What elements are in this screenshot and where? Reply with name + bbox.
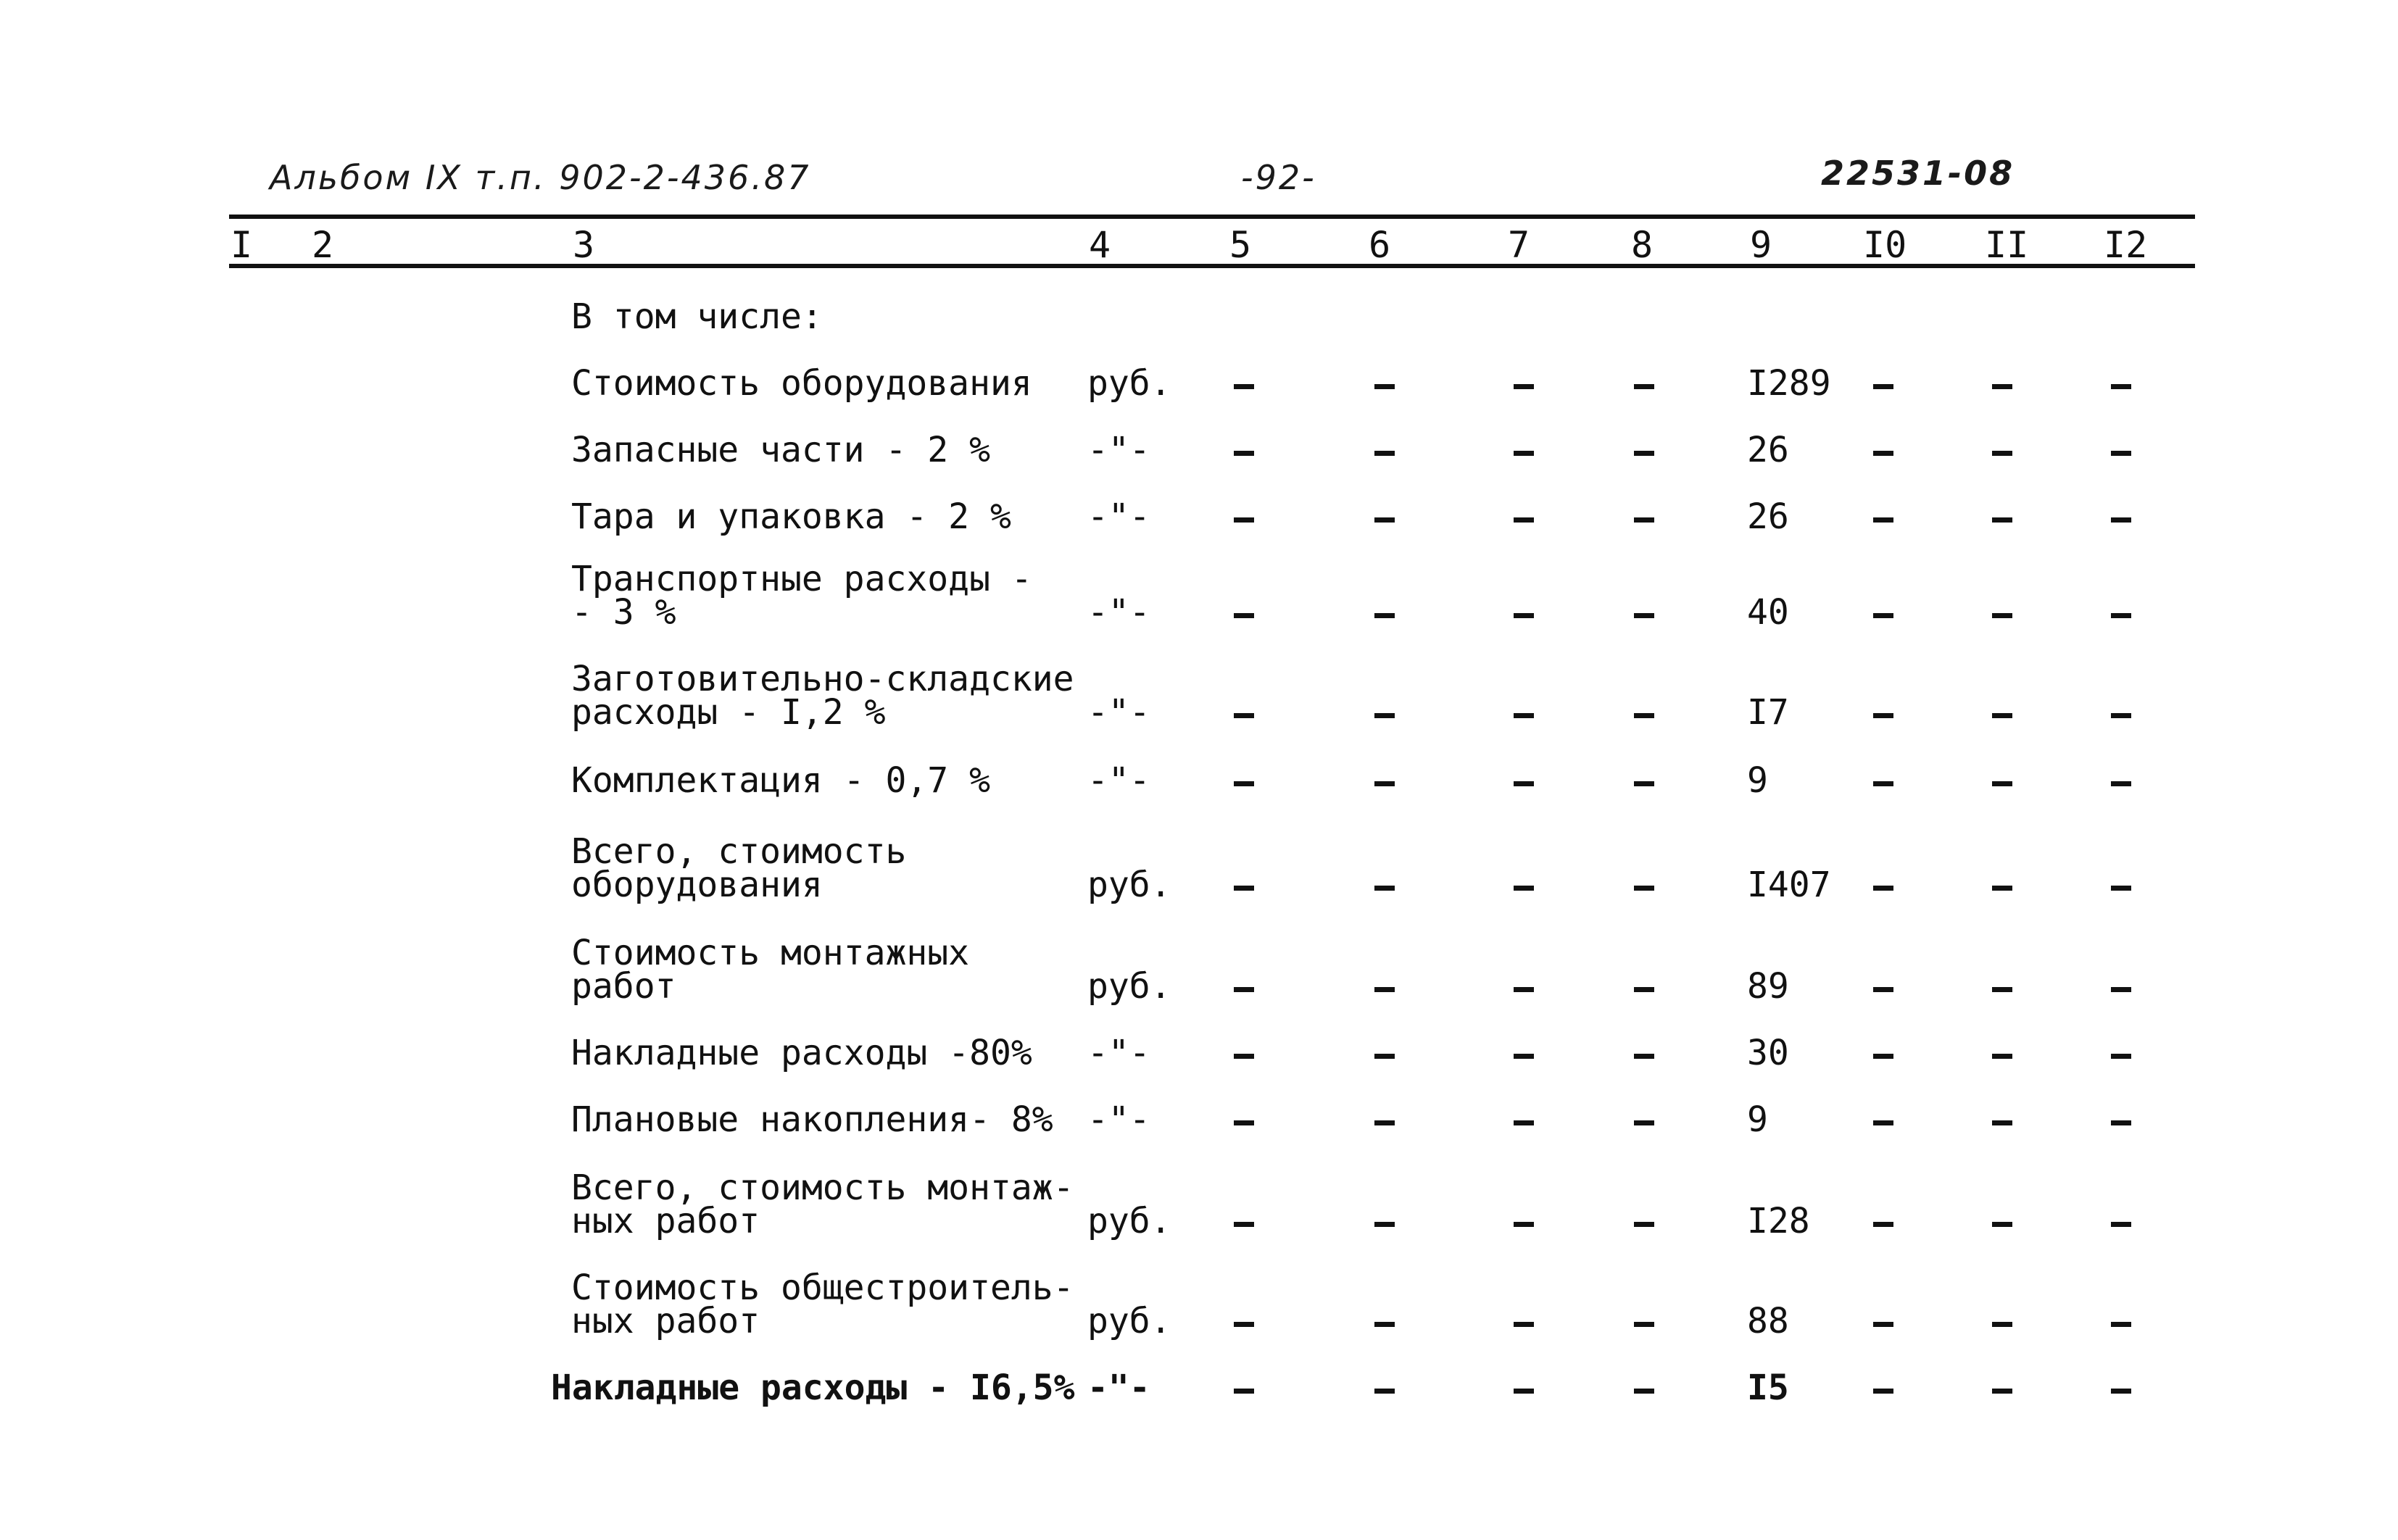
- row-label: Комплектация - 0,7 %: [571, 760, 990, 801]
- column-number-6: 6: [1369, 224, 1391, 266]
- row-value-col9: 89: [1747, 966, 1789, 1007]
- dash-c5: [1234, 987, 1254, 992]
- dash-c10: [1873, 451, 1893, 456]
- dash-c7: [1514, 1054, 1534, 1059]
- dash-c11: [1992, 1322, 2012, 1327]
- row-unit: -"-: [1087, 1368, 1150, 1408]
- row-unit: -"-: [1087, 1033, 1150, 1073]
- dash-c12: [2111, 713, 2131, 718]
- dash-c6: [1374, 517, 1395, 523]
- dash-c6: [1374, 987, 1395, 992]
- row-label: Всего, стоимость монтаж- ных работ: [571, 1168, 1074, 1241]
- column-number-10: I0: [1863, 224, 1907, 266]
- dash-c6: [1374, 384, 1395, 389]
- dash-c6: [1374, 886, 1395, 891]
- row-value-col9: I407: [1747, 865, 1831, 905]
- dash-c7: [1514, 1322, 1534, 1327]
- dash-c7: [1514, 613, 1534, 618]
- row-value-col9: I5: [1747, 1368, 1789, 1408]
- dash-c11: [1992, 781, 2012, 786]
- column-number-5: 5: [1229, 224, 1252, 266]
- dash-c6: [1374, 713, 1395, 718]
- dash-c12: [2111, 613, 2131, 618]
- row-label: Накладные расходы - I6,5%: [551, 1368, 1075, 1408]
- column-number-9: 9: [1750, 224, 1772, 266]
- dash-c11: [1992, 1054, 2012, 1059]
- dash-c10: [1873, 1120, 1893, 1125]
- row-unit: -"-: [1087, 692, 1150, 733]
- dash-c7: [1514, 1389, 1534, 1394]
- dash-c8: [1634, 781, 1654, 786]
- dash-c11: [1992, 1389, 2012, 1394]
- dash-c6: [1374, 1389, 1395, 1394]
- column-number-4: 4: [1089, 224, 1111, 266]
- dash-c6: [1374, 1054, 1395, 1059]
- dash-c12: [2111, 1120, 2131, 1125]
- dash-c12: [2111, 1322, 2131, 1327]
- dash-c7: [1514, 517, 1534, 523]
- dash-c10: [1873, 781, 1893, 786]
- row-unit: -"-: [1087, 1099, 1150, 1140]
- dash-c11: [1992, 451, 2012, 456]
- column-number-2: 2: [312, 224, 334, 266]
- column-number-7: 7: [1508, 224, 1530, 266]
- dash-c5: [1234, 517, 1254, 523]
- row-label: Тара и упаковка - 2 %: [571, 496, 1011, 537]
- dash-c10: [1873, 384, 1893, 389]
- dash-c7: [1514, 886, 1534, 891]
- dash-c10: [1873, 1389, 1893, 1394]
- dash-c5: [1234, 1054, 1254, 1059]
- dash-c10: [1873, 1054, 1893, 1059]
- row-value-col9: 26: [1747, 430, 1789, 470]
- dash-c11: [1992, 1222, 2012, 1227]
- dash-c6: [1374, 781, 1395, 786]
- row-unit: -"-: [1087, 496, 1150, 537]
- row-label: Запасные части - 2 %: [571, 430, 990, 470]
- row-value-col9: 9: [1747, 760, 1768, 801]
- dash-c8: [1634, 987, 1654, 992]
- subheading: В том числе:: [571, 296, 823, 337]
- dash-c8: [1634, 1054, 1654, 1059]
- dash-c10: [1873, 1222, 1893, 1227]
- dash-c11: [1992, 384, 2012, 389]
- row-label: Накладные расходы -80%: [571, 1033, 1032, 1073]
- page-number: -92-: [1241, 158, 1316, 197]
- dash-c8: [1634, 1222, 1654, 1227]
- row-value-col9: I289: [1747, 363, 1831, 404]
- column-number-8: 8: [1631, 224, 1654, 266]
- dash-c7: [1514, 713, 1534, 718]
- dash-c12: [2111, 1054, 2131, 1059]
- dash-c7: [1514, 781, 1534, 786]
- column-number-3: 3: [573, 224, 595, 266]
- dash-c7: [1514, 1222, 1534, 1227]
- dash-c7: [1514, 384, 1534, 389]
- column-number-12: I2: [2104, 224, 2148, 266]
- dash-c11: [1992, 987, 2012, 992]
- dash-c5: [1234, 451, 1254, 456]
- dash-c12: [2111, 384, 2131, 389]
- row-value-col9: 26: [1747, 496, 1789, 537]
- dash-c12: [2111, 1389, 2131, 1394]
- dash-c6: [1374, 1120, 1395, 1125]
- dash-c10: [1873, 987, 1893, 992]
- dash-c12: [2111, 781, 2131, 786]
- dash-c6: [1374, 451, 1395, 456]
- row-value-col9: 9: [1747, 1099, 1768, 1140]
- row-label: Плановые накопления- 8%: [571, 1099, 1053, 1140]
- document-code: 22531-08: [1821, 154, 2015, 193]
- dash-c5: [1234, 1222, 1254, 1227]
- dash-c8: [1634, 384, 1654, 389]
- dash-c8: [1634, 613, 1654, 618]
- album-reference: Альбом IX т.п. 902-2-436.87: [270, 158, 811, 197]
- dash-c5: [1234, 781, 1254, 786]
- dash-c8: [1634, 1120, 1654, 1125]
- table-top-rule: [229, 215, 2195, 219]
- dash-c12: [2111, 1222, 2131, 1227]
- dash-c5: [1234, 1322, 1254, 1327]
- row-unit: руб.: [1087, 363, 1171, 404]
- column-number-1: I: [231, 224, 253, 266]
- dash-c12: [2111, 886, 2131, 891]
- dash-c11: [1992, 613, 2012, 618]
- dash-c5: [1234, 384, 1254, 389]
- dash-c11: [1992, 517, 2012, 523]
- column-number-11: II: [1985, 224, 2029, 266]
- dash-c5: [1234, 613, 1254, 618]
- row-label: Заготовительно-складские расходы - I,2 %: [571, 659, 1074, 733]
- row-unit: руб.: [1087, 966, 1171, 1007]
- row-label: Стоимость монтажных работ: [571, 933, 970, 1007]
- dash-c11: [1992, 886, 2012, 891]
- row-unit: руб.: [1087, 865, 1171, 905]
- dash-c5: [1234, 1389, 1254, 1394]
- dash-c12: [2111, 987, 2131, 992]
- row-unit: -"-: [1087, 592, 1150, 633]
- row-unit: -"-: [1087, 430, 1150, 470]
- row-label: Стоимость оборудования: [571, 363, 1032, 404]
- dash-c7: [1514, 1120, 1534, 1125]
- row-value-col9: I28: [1747, 1201, 1810, 1241]
- dash-c12: [2111, 451, 2131, 456]
- dash-c8: [1634, 451, 1654, 456]
- dash-c8: [1634, 517, 1654, 523]
- dash-c6: [1374, 613, 1395, 618]
- dash-c12: [2111, 517, 2131, 523]
- row-unit: -"-: [1087, 760, 1150, 801]
- row-value-col9: 30: [1747, 1033, 1789, 1073]
- dash-c10: [1873, 886, 1893, 891]
- dash-c5: [1234, 1120, 1254, 1125]
- dash-c6: [1374, 1322, 1395, 1327]
- dash-c8: [1634, 1389, 1654, 1394]
- dash-c10: [1873, 713, 1893, 718]
- dash-c5: [1234, 713, 1254, 718]
- dash-c7: [1514, 451, 1534, 456]
- dash-c5: [1234, 886, 1254, 891]
- row-unit: руб.: [1087, 1201, 1171, 1241]
- dash-c11: [1992, 1120, 2012, 1125]
- dash-c10: [1873, 1322, 1893, 1327]
- dash-c8: [1634, 1322, 1654, 1327]
- row-label: Всего, стоимость оборудования: [571, 831, 907, 905]
- row-value-col9: 88: [1747, 1301, 1789, 1341]
- dash-c11: [1992, 713, 2012, 718]
- dash-c7: [1514, 987, 1534, 992]
- dash-c10: [1873, 517, 1893, 523]
- dash-c8: [1634, 713, 1654, 718]
- dash-c10: [1873, 613, 1893, 618]
- dash-c8: [1634, 886, 1654, 891]
- row-unit: руб.: [1087, 1301, 1171, 1341]
- row-value-col9: I7: [1747, 692, 1789, 733]
- row-value-col9: 40: [1747, 592, 1789, 633]
- row-label: Стоимость общестроитель- ных работ: [571, 1268, 1074, 1341]
- dash-c6: [1374, 1222, 1395, 1227]
- row-label: Транспортные расходы - - 3 %: [571, 559, 1032, 633]
